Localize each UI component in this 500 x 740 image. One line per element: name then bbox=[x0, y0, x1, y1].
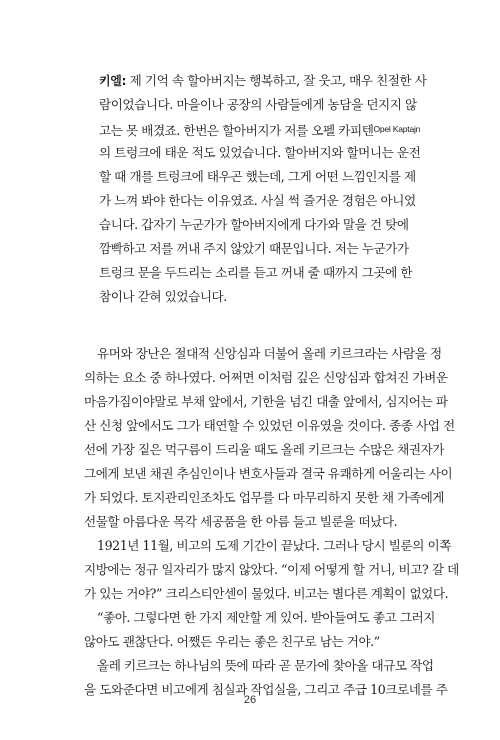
paragraph-line: “좋아. 그렇다면 한 가지 제안할 게 있어. 받아들여도 좋고 그러지 bbox=[97, 610, 435, 625]
speaker-label: 키엘: bbox=[99, 74, 127, 88]
paragraph-line: 가 되었다. 토지관리인조차도 업무를 다 마무리하지 못한 채 가족에게 bbox=[84, 490, 445, 505]
quote-line: 람이었습니다. 마을이나 공장의 사람들에게 농담을 던지지 않 bbox=[99, 97, 417, 112]
quote-line: 의 트렁크에 태운 적도 있었습니다. 할아버지와 할머니는 운전 bbox=[99, 145, 421, 160]
paragraph-line: 지방에는 정규 일자리가 많지 않았다. “이제 어떻게 할 거니, 비고? 갈 데 bbox=[84, 562, 459, 577]
page-number: 26 bbox=[243, 694, 257, 706]
paragraph-line: 마음가짐이야말로 부채 앞에서, 기한을 넘긴 대출 앞에서, 심지어는 파 bbox=[84, 394, 448, 409]
quote-line: 가 느껴 봐야 한다는 이유였죠. 사실 썩 즐거운 경험은 아니었 bbox=[99, 193, 416, 208]
quote-line: 할 때 개를 트렁크에 태우곤 했는데, 그게 어떤 느낌인지를 제 bbox=[99, 169, 416, 184]
quote-line: 습니다. 갑자기 누군가가 할아버지에게 다가와 말을 건 탓에 bbox=[99, 217, 409, 232]
quote-line: 트렁크 문을 두드리는 소리를 듣고 꺼내 줄 때까지 그곳에 한 bbox=[99, 265, 413, 280]
paragraph-line: 의하는 요소 중 하나였다. 어쩌면 이처럼 깊은 신앙심과 합쳐진 가벼운 bbox=[84, 370, 448, 385]
paragraph-line: 올레 키르크는 하나님의 뜻에 따라 곧 문가에 찾아올 대규모 작업 bbox=[97, 658, 434, 673]
quote-line: 고는 못 배겼죠. 한번은 할아버지가 저를 오펠 카피텐$^{Opel Kaptajn}$ bbox=[99, 123, 421, 138]
paragraph-line: 1921년 11월, 비고의 도제 기간이 끝났다. 그러나 당시 빌룬의 이쪽 bbox=[97, 538, 451, 553]
paragraph-line: 선물할 아름다운 목각 세공품을 한 아름 들고 빌룬을 떠났다. bbox=[84, 514, 398, 529]
paragraph-line: 산 신청 앞에서도 그가 태연할 수 있었던 이유였을 것이다. 종종 사업 전 bbox=[84, 418, 455, 433]
paragraph-line: 그에게 보낸 채권 추심인이나 변호사들과 결국 유쾌하게 어울리는 사이 bbox=[84, 466, 453, 481]
quote-line: 깜빡하고 저를 꺼내 주지 않았기 때문입니다. 저는 누군가가 bbox=[99, 241, 409, 256]
paragraph-line: 않아도 괜찮단다. 어쨌든 우리는 좋은 친구로 남는 거야.” bbox=[84, 634, 380, 649]
paragraph-line: 선에 가장 짙은 먹구름이 드리울 때도 올레 키르크는 수많은 채권자가 bbox=[84, 442, 445, 457]
car-model-note: Opel Kaptajn bbox=[373, 124, 421, 134]
paragraph-line: 유머와 장난은 절대적 신앙심과 더불어 올레 키르크라는 사람을 정 bbox=[97, 346, 442, 361]
paragraph-line: 가 있는 거야?” 크리스티안센이 물었다. 비고는 별다른 계획이 없었다. bbox=[84, 586, 449, 601]
quote-line: 키엘: 제 기억 속 할아버지는 행복하고, 잘 웃고, 매우 친절한 사 bbox=[99, 73, 427, 88]
paragraph-line: 을 도와준다면 비고에게 침실과 작업실을, 그리고 주급 10크로네를 주 bbox=[84, 682, 448, 697]
quote-line: 참이나 갇혀 있었습니다. bbox=[99, 289, 227, 304]
